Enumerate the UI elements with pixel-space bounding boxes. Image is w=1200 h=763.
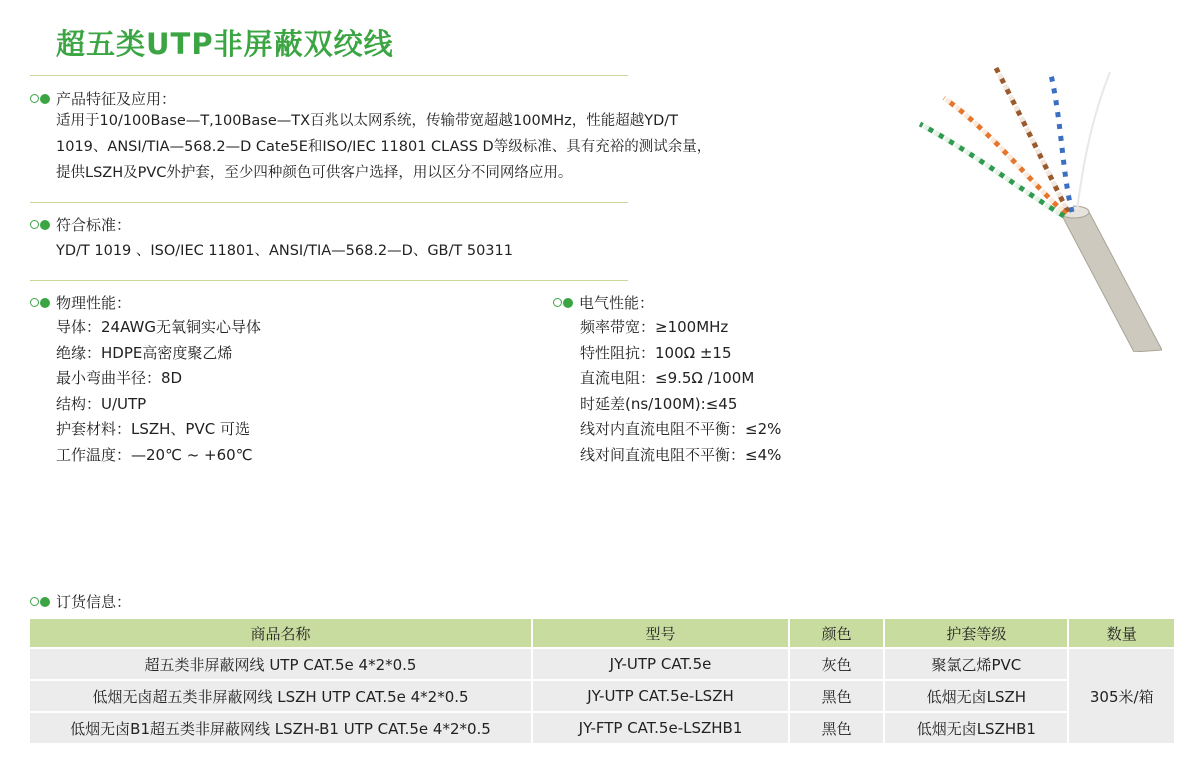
jacket-cell: 低烟无卤LSZHB1: [885, 713, 1067, 743]
jacket-cell: 聚氯乙烯PVC: [885, 649, 1067, 679]
physical-spec-item: 工作温度：—20℃ ~ +60℃: [56, 445, 253, 464]
cable-illustration: [912, 62, 1162, 352]
physical-spec-item: 结构：U/UTP: [56, 394, 147, 413]
model-cell: JY-UTP CAT.5e-LSZH: [533, 681, 788, 711]
features-divider: [30, 202, 628, 203]
product-name-cell: 低烟无卤超五类非屏蔽网线 LSZH UTP CAT.5e 4*2*0.5: [30, 681, 531, 711]
electrical-spec-item: 直流电阻：≤9.5Ω /100M: [580, 369, 755, 388]
model-cell: JY-FTP CAT.5e-LSZHB1: [533, 713, 788, 743]
features-heading-label: 产品特征及应用：: [56, 90, 177, 108]
features-heading: [30, 88, 176, 109]
electrical-spec-item: 线对间直流电阻不平衡：≤4%: [580, 445, 782, 464]
physical-heading: [30, 292, 131, 313]
features-line: 提供LSZH及PVC外护套，至少四种颜色可供客户选择，用以区分不同网络应用。: [56, 165, 573, 181]
physical-heading-label: 物理性能：: [56, 294, 132, 312]
column-header: 数量: [1069, 619, 1174, 647]
physical-spec-item: 绝缘：HDPE高密度聚乙烯: [56, 343, 233, 362]
features-line: 适用于10/100Base—T,100Base—TX百兆以太网系统，传输带宽超越100MHz，性能超越YD/T: [56, 113, 679, 129]
bullet-dots-icon: [553, 298, 573, 308]
bullet-dots-icon: [30, 298, 50, 308]
ordering-table: [28, 617, 1176, 745]
column-header: 护套等级: [885, 619, 1067, 647]
color-cell: 灰色: [790, 649, 883, 679]
physical-spec-item: 导体：24AWG无氧铜实心导体: [56, 318, 261, 336]
color-cell: 黑色: [790, 713, 883, 743]
electrical-spec-item: 频率带宽：≥100MHz: [580, 318, 729, 336]
standards-heading-label: 符合标准：: [56, 216, 132, 234]
physical-spec-item: 最小弯曲半径：8D: [56, 369, 183, 388]
table-row: [30, 713, 1174, 743]
table-header-row: [30, 619, 1174, 647]
page-title: 超五类UTP非屏蔽双绞线: [56, 27, 394, 61]
standards-divider: [30, 280, 628, 281]
electrical-heading-label: 电气性能：: [579, 294, 655, 312]
electrical-spec-item: 线对内直流电阻不平衡：≤2%: [580, 420, 782, 439]
electrical-specs: [580, 315, 781, 469]
physical-spec-item: 护套材料：LSZH、PVC 可选: [56, 420, 250, 439]
electrical-spec-item: 时延差(ns/100M):≤45: [580, 394, 738, 413]
ordering-heading: [30, 591, 131, 612]
bullet-dots-icon: [30, 597, 50, 607]
column-header: 颜色: [790, 619, 883, 647]
electrical-heading: [553, 292, 654, 313]
physical-specs: [56, 315, 261, 469]
color-cell: 黑色: [790, 681, 883, 711]
electrical-spec-item: 特性阻抗：100Ω ±15: [580, 343, 732, 362]
features-text: [56, 108, 711, 186]
bullet-dots-icon: [30, 220, 50, 230]
table-row: [30, 649, 1174, 679]
features-line: 1019、ANSI/TIA—568.2—D Cate5E和ISO/IEC 11801 CLASS D等级标准、具有充裕的测试余量，: [56, 139, 712, 155]
standards-line: YD/T 1019 、ISO/IEC 11801、ANSI/TIA—568.2—D、GB/T 50311: [56, 243, 513, 259]
column-header: 型号: [533, 619, 788, 647]
title-divider: [30, 75, 628, 76]
product-name-cell: 超五类非屏蔽网线 UTP CAT.5e 4*2*0.5: [30, 649, 531, 679]
product-name-cell: 低烟无卤B1超五类非屏蔽网线 LSZH-B1 UTP CAT.5e 4*2*0.5: [30, 713, 531, 743]
bullet-dots-icon: [30, 94, 50, 104]
standards-heading: [30, 214, 131, 235]
jacket-cell: 低烟无卤LSZH: [885, 681, 1067, 711]
standards-text: [56, 238, 513, 264]
column-header: 商品名称: [30, 619, 531, 647]
model-cell: JY-UTP CAT.5e: [533, 649, 788, 679]
table-row: [30, 681, 1174, 711]
quantity-cell: 305米/箱: [1069, 649, 1174, 743]
ordering-heading-label: 订货信息：: [56, 593, 132, 611]
